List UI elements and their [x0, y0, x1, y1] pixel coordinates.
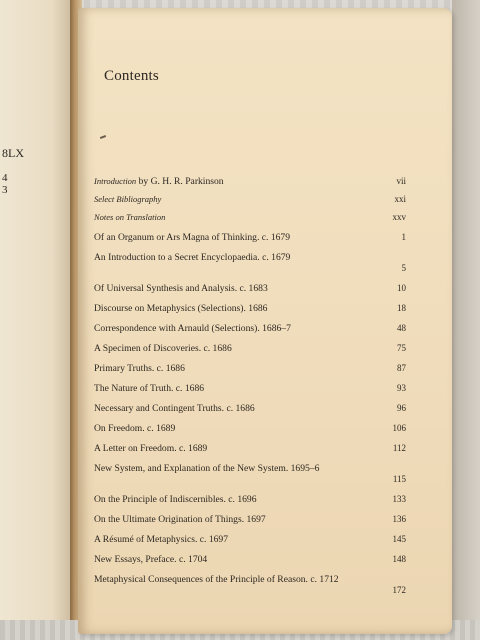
toc-entry-title [94, 494, 374, 505]
toc-entry [94, 463, 406, 485]
toc-entry-text: A Résumé of Metaphysics. c. 1697 [94, 534, 229, 545]
toc-entry-title [94, 423, 374, 434]
toc-page-number: xxv [392, 212, 406, 222]
toc-page-number: 96 [397, 403, 406, 413]
toc-entry-title [94, 383, 374, 394]
contents-page [78, 8, 452, 634]
toc-entry [94, 176, 406, 187]
toc-entry [94, 554, 406, 565]
toc-entry [94, 343, 406, 354]
toc-entry [94, 363, 406, 374]
pencil-mark [100, 135, 106, 139]
toc-entry-title [94, 252, 374, 263]
toc-entry-text: A Specimen of Discoveries. c. 1686 [94, 343, 232, 354]
toc-entry-prefix: Introduction [94, 176, 137, 186]
toc-entry-text: An Introduction to a Secret Encyclopaedia. c. 1679 [94, 252, 291, 263]
toc-entry-title [94, 534, 374, 545]
toc-entry-title [94, 194, 374, 205]
toc-entry-title [94, 574, 374, 585]
toc-page-number: 18 [397, 303, 406, 313]
toc-entry-title [94, 403, 374, 414]
facing-page [0, 0, 74, 640]
toc-page-number: 10 [397, 283, 406, 293]
toc-entry [94, 212, 406, 223]
toc-page-number: 93 [397, 383, 406, 393]
toc-entry-title [94, 463, 374, 474]
toc-page-number: 148 [392, 554, 406, 564]
toc-entry-text: On the Principle of Indiscernibles. c. 1696 [94, 494, 257, 505]
toc-page-number: 75 [397, 343, 406, 353]
toc-entry-text: On Freedom. c. 1689 [94, 423, 176, 434]
toc-page-number: vii [396, 176, 406, 186]
toc-entry [94, 494, 406, 505]
toc-entry-title [94, 176, 374, 187]
toc-entry-text: On the Ultimate Origination of Things. 1697 [94, 514, 266, 525]
toc-entry [94, 423, 406, 434]
toc-entry-text: Of Universal Synthesis and Analysis. c. 1683 [94, 283, 268, 294]
toc-entry-text: Of an Organum or Ars Magna of Thinking. c. 1679 [94, 232, 291, 243]
toc-entry-text: A Letter on Freedom. c. 1689 [94, 443, 208, 454]
facing-page-fragment: 4 [2, 172, 8, 184]
toc-entry [94, 303, 406, 314]
toc-entry [94, 283, 406, 294]
toc-page-number: 133 [392, 494, 406, 504]
toc-entry-text: Necessary and Contingent Truths. c. 1686 [94, 403, 255, 414]
toc-entry [94, 403, 406, 414]
toc-page-number: 5 [401, 263, 406, 273]
page-title: Contents [104, 68, 159, 84]
toc-entry [94, 383, 406, 394]
toc-entry-text: New System, and Explanation of the New System. 1695–6 [94, 463, 320, 474]
toc-entry-title [94, 283, 374, 294]
toc-entry-title [94, 303, 374, 314]
toc-page-number: 87 [397, 363, 406, 373]
toc-entry-text: by G. H. R. Parkinson [136, 176, 224, 187]
toc-page-number: 106 [392, 423, 406, 433]
toc-entry-title [94, 232, 374, 243]
background-right [452, 0, 480, 640]
toc-entry [94, 194, 406, 205]
toc-entry [94, 534, 406, 545]
toc-entry-title [94, 323, 374, 334]
toc-entry-title [94, 443, 374, 454]
toc-entry-title [94, 343, 374, 354]
toc-entry-prefix: Notes on Translation [94, 212, 166, 222]
facing-page-fragment: 3 [2, 184, 8, 196]
toc-page-number: 115 [392, 474, 406, 484]
toc-entry-prefix: Select Bibliography [94, 194, 162, 204]
toc-entry [94, 232, 406, 243]
toc-entry-title [94, 514, 374, 525]
toc-page-number: 48 [397, 323, 406, 333]
toc-page-number: 1 [401, 232, 406, 242]
table-of-contents [94, 176, 406, 596]
toc-entry-title [94, 363, 374, 374]
toc-entry [94, 574, 406, 596]
toc-entry [94, 514, 406, 525]
toc-page-number: 172 [392, 585, 406, 595]
toc-entry-text: Metaphysical Consequences of the Principle of Reason. c. 1712 [94, 574, 339, 585]
toc-entry [94, 323, 406, 334]
toc-entry-title [94, 212, 374, 223]
toc-page-number: 112 [392, 443, 406, 453]
toc-page-number: 136 [392, 514, 406, 524]
toc-entry-text: Correspondence with Arnauld (Selections). 1686–7 [94, 323, 291, 334]
toc-entry-title [94, 554, 374, 565]
toc-entry [94, 443, 406, 454]
toc-entry-text: The Nature of Truth. c. 1686 [94, 383, 205, 394]
facing-page-fragment: 8LX [2, 146, 24, 160]
toc-entry-text: Primary Truths. c. 1686 [94, 363, 185, 374]
toc-entry-text: Discourse on Metaphysics (Selections). 1686 [94, 303, 268, 314]
toc-entry [94, 252, 406, 274]
toc-entry-text: New Essays, Preface. c. 1704 [94, 554, 208, 565]
toc-page-number: 145 [392, 534, 406, 544]
toc-page-number: xxi [394, 194, 406, 204]
